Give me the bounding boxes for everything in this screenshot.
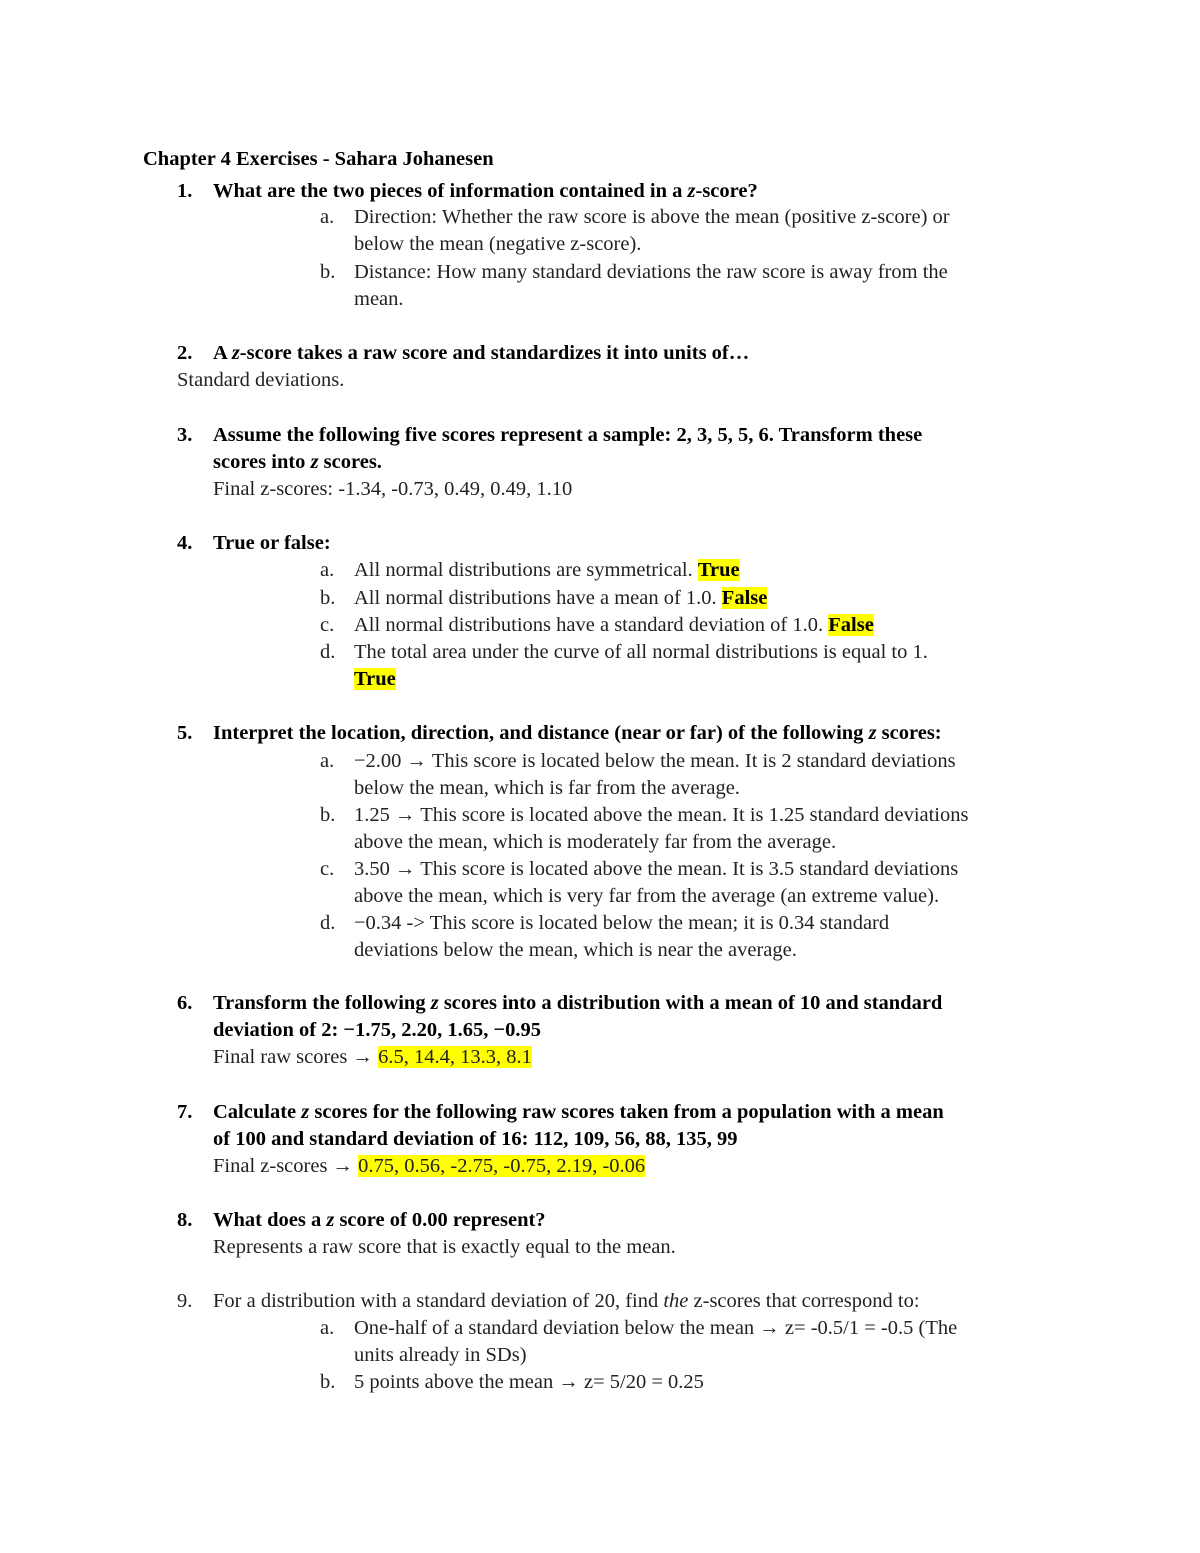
answer-line: 1.25 → This score is located above the mean. It is 1.25 standard deviations [354,804,969,826]
item-letter: a. [320,750,335,772]
answer-line: Final z-scores → 0.75, 0.56, -2.75, -0.75, 2.19, -0.06 [213,1155,646,1177]
answer-line: below the mean (negative z-score). [354,233,642,255]
item-letter: c. [320,614,335,636]
answer-line: above the mean, which is very far from the average (an extreme value). [354,885,940,907]
answer-line: 3.50 → This score is located above the mean. It is 3.5 standard deviations [354,858,959,880]
question-text: of 100 and standard deviation of 16: 112, 109, 56, 88, 135, 99 [213,1128,738,1150]
answer-line: below the mean, which is far from the average. [354,777,740,799]
highlighted-answer: 0.75, 0.56, -2.75, -0.75, 2.19, -0.06 [358,1155,646,1177]
item-letter: a. [320,206,335,228]
item-letter: b. [320,587,336,609]
answer-line: units already in SDs) [354,1344,527,1366]
item-letter: b. [320,261,336,283]
question-number: 1. [177,180,193,202]
question-text: Transform the following z scores into a distribution with a mean of 10 and standard [213,992,943,1014]
question-text: Assume the following five scores represent a sample: 2, 3, 5, 5, 6. Transform these [213,424,923,446]
answer-line: All normal distributions have a mean of 1.0. False [354,587,768,609]
item-letter: d. [320,641,336,663]
answer-line: above the mean, which is moderately far from the average. [354,831,837,853]
question-text: Calculate z scores for the following raw scores taken from a population with a mean [213,1101,944,1123]
answer-line: mean. [354,288,404,310]
item-letter: d. [320,912,336,934]
answer-line: Final raw scores → 6.5, 14.4, 13.3, 8.1 [213,1046,532,1068]
item-letter: c. [320,858,335,880]
answer-line: Distance: How many standard deviations the raw score is away from the [354,261,948,283]
answer-line: −2.00 → This score is located below the mean. It is 2 standard deviations [354,750,956,772]
answer-line: −0.34 -> This score is located below the mean; it is 0.34 standard [354,912,890,934]
question-number: 2. [177,342,193,364]
question-text: scores into z scores. [213,451,382,473]
highlighted-answer: False [828,614,874,636]
answer-line: Standard deviations. [177,369,345,391]
question-text: What does a z score of 0.00 represent? [213,1209,546,1231]
answer-line: Direction: Whether the raw score is above the mean (positive z-score) or [354,206,950,228]
answer-line [354,666,396,693]
answer-line: All normal distributions have a standard deviation of 1.0. False [354,614,874,636]
item-letter: b. [320,804,336,826]
question-number: 8. [177,1209,193,1231]
question-number: 9. [177,1290,193,1312]
highlighted-answer: True [697,559,740,581]
answer-line: Represents a raw score that is exactly equal to the mean. [213,1236,676,1258]
question-text: A z-score takes a raw score and standardizes it into units of… [213,342,750,364]
highlighted-answer: True [354,668,396,690]
item-letter: b. [320,1371,336,1393]
answer-line: All normal distributions are symmetrical. True [354,559,740,581]
question-text: What are the two pieces of information contained in a z-score? [213,180,758,202]
item-letter: a. [320,1317,335,1339]
question-number: 3. [177,424,193,446]
item-letter: a. [320,559,335,581]
question-text: deviation of 2: −1.75, 2.20, 1.65, −0.95 [213,1019,542,1041]
document-title: Chapter 4 Exercises - Sahara Johanesen [143,148,494,170]
question-number: 5. [177,722,193,744]
answer-line: One-half of a standard deviation below the mean → z= -0.5/1 = -0.5 (The [354,1317,958,1339]
question-number: 6. [177,992,193,1014]
answer-line: The total area under the curve of all normal distributions is equal to 1. [354,641,928,663]
answer-line: deviations below the mean, which is near the average. [354,939,797,961]
highlighted-answer: False [721,587,768,609]
question-text: True or false: [213,532,331,554]
highlighted-answer: 6.5, 14.4, 13.3, 8.1 [378,1046,532,1068]
question-text: For a distribution with a standard deviation of 20, find the z-scores that correspond to: [213,1290,920,1312]
answer-line: Final z-scores: -1.34, -0.73, 0.49, 0.49, 1.10 [213,478,573,500]
question-number: 4. [177,532,193,554]
question-number: 7. [177,1101,193,1123]
question-text: Interpret the location, direction, and distance (near or far) of the following z scores: [213,722,942,744]
answer-line: 5 points above the mean → z= 5/20 = 0.25 [354,1371,704,1393]
